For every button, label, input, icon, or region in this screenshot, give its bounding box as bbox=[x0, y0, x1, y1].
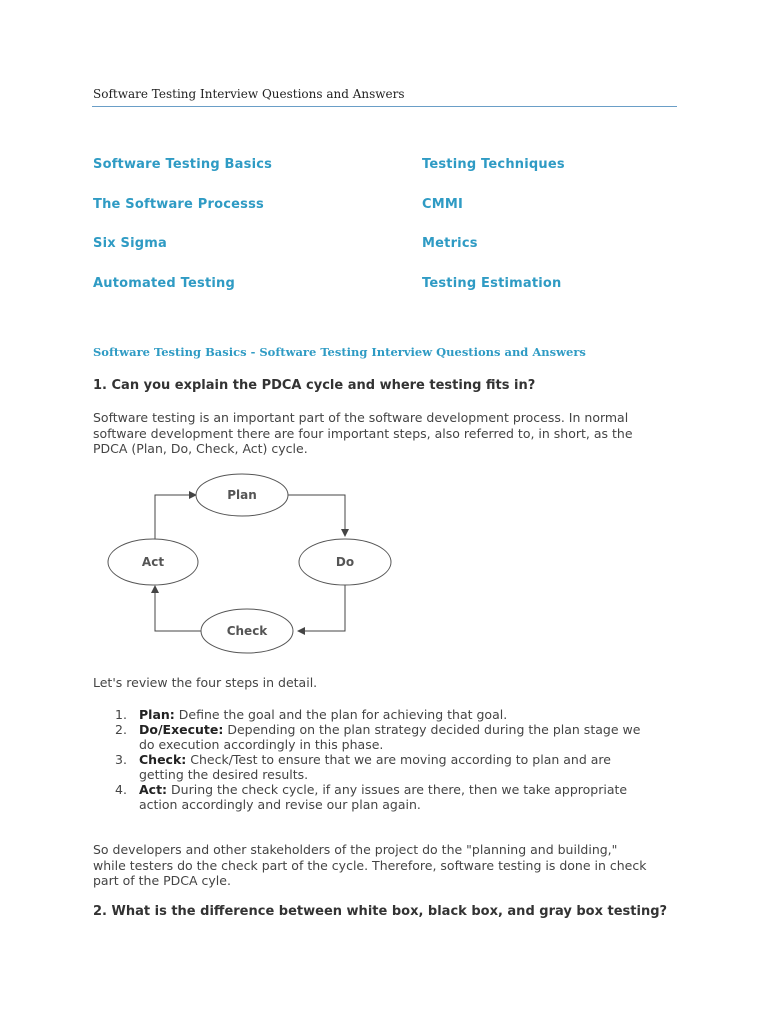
step-text: Define the goal and the plan for achieving that goal. bbox=[174, 707, 508, 722]
step-text: Depending on the plan strategy decided during the plan stage we bbox=[223, 722, 641, 737]
arrow-do-to-check bbox=[298, 585, 345, 631]
nav-link-metrics[interactable]: Metrics bbox=[422, 236, 478, 251]
arrow-plan-to-do bbox=[288, 495, 345, 536]
node-act-label: Act bbox=[141, 555, 165, 569]
node-check-label: Check bbox=[226, 624, 268, 638]
step-text-continued: action accordingly and revise our plan again. bbox=[139, 797, 421, 812]
intro-line: software development there are four important steps, also referred to, in short, as the bbox=[93, 425, 633, 441]
step-number: 4. bbox=[115, 782, 127, 797]
step-text-continued: do execution accordingly in this phase. bbox=[139, 737, 384, 752]
list-item bbox=[93, 722, 673, 752]
step-text: Check/Test to ensure that we are moving according to plan and are bbox=[186, 752, 611, 767]
step-number: 3. bbox=[115, 752, 127, 767]
arrow-check-to-act bbox=[155, 586, 204, 631]
closing-paragraph bbox=[93, 842, 673, 889]
step-number: 1. bbox=[115, 707, 127, 722]
step-term: Plan: bbox=[139, 707, 175, 722]
nav-link-testing-techniques[interactable]: Testing Techniques bbox=[422, 157, 565, 172]
nav-link-cmmi[interactable]: CMMI bbox=[422, 197, 464, 212]
arrow-act-to-plan bbox=[155, 495, 196, 540]
pdca-steps-list bbox=[93, 707, 673, 812]
intro-line: Software testing is an important part of the software development process. In normal bbox=[93, 410, 629, 425]
closing-line: part of the PDCA cyle. bbox=[93, 873, 231, 888]
list-item bbox=[93, 782, 673, 812]
question-1-title: 1. Can you explain the PDCA cycle and where testing fits in? bbox=[93, 378, 536, 393]
node-plan-label: Plan bbox=[227, 488, 257, 502]
closing-line: So developers and other stakeholders of the project do the "planning and building," bbox=[93, 842, 618, 857]
question-2-title: 2. What is the difference between white box, black box, and gray box testing? bbox=[93, 904, 668, 919]
intro-line: PDCA (Plan, Do, Check, Act) cycle. bbox=[93, 441, 308, 456]
step-term: Do/Execute: bbox=[139, 722, 224, 737]
nav-link-software-testing-basics[interactable]: Software Testing Basics bbox=[93, 157, 273, 172]
nav-link-six-sigma[interactable]: Six Sigma bbox=[93, 236, 167, 251]
closing-line: while testers do the check part of the cycle. Therefore, software testing is done in check bbox=[93, 857, 647, 873]
step-term: Act: bbox=[139, 782, 168, 797]
step-term: Check: bbox=[139, 752, 187, 767]
step-text-continued: getting the desired results. bbox=[139, 767, 309, 782]
nav-link-testing-estimation[interactable]: Testing Estimation bbox=[422, 276, 562, 291]
nav-link-automated-testing[interactable]: Automated Testing bbox=[93, 276, 235, 291]
nav-link-the-software-process[interactable]: The Software Processs bbox=[93, 197, 264, 212]
review-paragraph: Let's review the four steps in detail. bbox=[93, 675, 318, 690]
step-text: During the check cycle, if any issues are there, then we take appropriate bbox=[167, 782, 628, 797]
page-header-title: Software Testing Interview Questions and Answers bbox=[93, 87, 405, 101]
section-heading: Software Testing Basics - Software Testing Interview Questions and Answers bbox=[93, 345, 586, 359]
list-item bbox=[93, 707, 673, 722]
step-number: 2. bbox=[115, 722, 127, 737]
node-do-label: Do bbox=[335, 555, 355, 569]
list-item bbox=[93, 752, 673, 782]
